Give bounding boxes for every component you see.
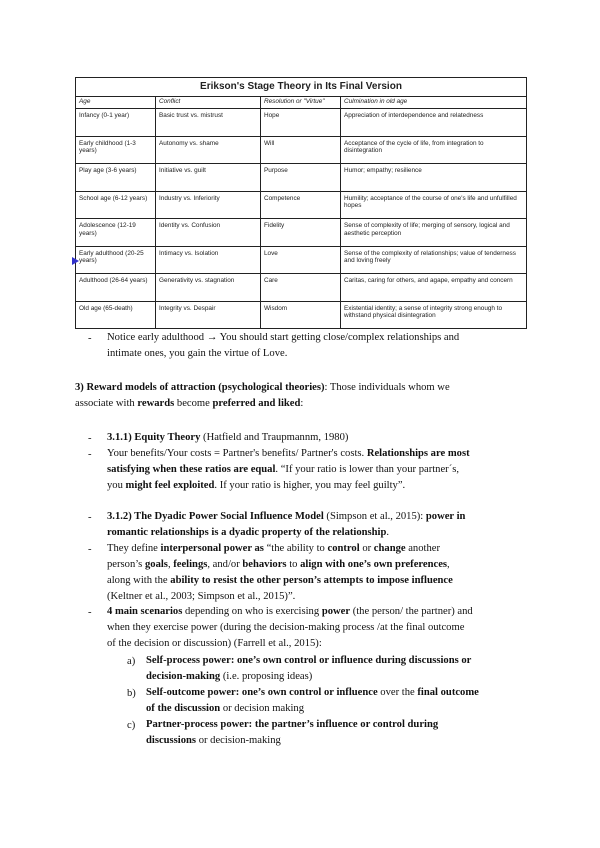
text: along with the — [107, 575, 171, 586]
text: or decision making — [220, 703, 305, 714]
cell-conflict: Identity vs. Confusion — [156, 219, 261, 246]
scenarios-intro-3: of the decision or discussion) (Farrell et al., 2015): — [107, 638, 322, 649]
list-label-a: a) — [127, 656, 136, 667]
power-def-line-3 — [107, 573, 453, 590]
text-bold: final outcome — [417, 687, 479, 698]
dyadic-title: 3.1.2) The Dyadic Power Social Influence Model — [107, 511, 324, 522]
power-def-line-1 — [107, 541, 440, 558]
text: you — [107, 480, 126, 491]
equity-line-3 — [107, 478, 405, 495]
bullet-dash: - — [88, 449, 92, 460]
text-bold: Self-process power: one’s own control or influence during discussions or — [146, 655, 472, 666]
cell-culmination: Humility; acceptance of the course of one's life and unfulfilled hopes — [344, 194, 517, 210]
text-bold: goals — [144, 559, 168, 570]
text: “the ability to — [263, 543, 328, 554]
text-bold: Self-outcome power: one’s own control or influence — [146, 687, 378, 698]
text-bold: power in — [425, 511, 466, 522]
scenarios-intro-2: when they exercise power (during the decision-making process /at the final outcome — [107, 622, 465, 633]
text-bold: interpersonal power as — [160, 543, 264, 554]
cell-culmination: Caritas, caring for others, and agape, empathy and concern — [344, 277, 513, 284]
cell-culmination: Appreciation of interdependence and relatedness — [344, 112, 484, 119]
text-bold: control — [327, 543, 360, 554]
table-row — [76, 302, 526, 329]
cell-conflict: Initiative vs. guilt — [156, 164, 261, 191]
cell-culmination: Acceptance of the cycle of life, from integration to disintegration — [344, 139, 484, 155]
text: , and/or — [207, 559, 243, 570]
cell-culmination: Humor; empathy; resilience — [344, 167, 422, 174]
cell-age: Old age (65-death) — [76, 302, 156, 329]
dyadic-cite: (Simpson et al., 2015): — [323, 511, 426, 522]
text: (i.e. proposing ideas) — [220, 671, 313, 682]
cell-conflict: Autonomy vs. shame — [156, 137, 261, 164]
text-bold: might feel exploited — [125, 480, 215, 491]
cell-age: Infancy (0-1 year) — [76, 109, 156, 136]
cell-culmination: Existential identity; a sense of integrity strong enough to withstand physical disintegration — [344, 304, 503, 320]
cell-conflict: Basic trust vs. mistrust — [156, 109, 261, 136]
text-bold: preferred and liked — [212, 398, 301, 409]
cell-age: Play age (3-6 years) — [76, 164, 156, 191]
cell-virtue: Wisdom — [261, 302, 341, 329]
text: . If your ratio is higher, you may feel guilty”. — [214, 480, 406, 491]
header-virtue: Resolution or "Virtue" — [261, 97, 341, 108]
text-bold: of the discussion — [146, 703, 221, 714]
scenario-c-line-1 — [146, 717, 438, 734]
text: to — [286, 559, 301, 570]
text-bold: discussions — [146, 735, 197, 746]
text-bold: decision-making — [146, 671, 221, 682]
bullet-dash: - — [88, 544, 92, 555]
text-bold: power — [321, 606, 351, 617]
table-row — [76, 137, 526, 165]
cell-virtue: Will — [261, 137, 341, 164]
table-row — [76, 192, 526, 220]
text-bold: ability to resist the other person’s attempts to impose influence — [170, 575, 453, 586]
table-row — [76, 109, 526, 137]
equity-line-1 — [107, 446, 470, 463]
scenario-b-line-2 — [146, 701, 304, 718]
text: another — [405, 543, 440, 554]
section-heading-bold: 3) Reward models of attraction (psychological theories) — [75, 382, 325, 393]
section-line-2 — [75, 396, 303, 413]
bullet-dash: - — [88, 607, 92, 618]
scenario-b-line-1 — [146, 685, 479, 702]
bullet-dash: - — [88, 433, 92, 444]
text-bold: behaviors — [242, 559, 287, 570]
text: become — [174, 398, 213, 409]
cell-virtue: Purpose — [261, 164, 341, 191]
bullet-dash: - — [88, 333, 92, 344]
cell-conflict: Generativity vs. stagnation — [156, 274, 261, 301]
cell-virtue: Competence — [261, 192, 341, 219]
equity-cite: (Hatfield and Traupmannm, 1980) — [200, 432, 349, 443]
note-line-2: intimate ones, you gain the virtue of Love. — [107, 348, 288, 359]
text: associate with — [75, 398, 138, 409]
table-title: Erikson's Stage Theory in Its Final Version — [76, 78, 526, 97]
cell-virtue: Fidelity — [261, 219, 341, 246]
text: They define — [107, 543, 161, 554]
text: , — [447, 559, 450, 570]
cell-age: Adolescence (12-19 years) — [76, 219, 156, 246]
scenario-a-line-2 — [146, 669, 312, 686]
text: Your benefits/Your costs = Partner's benefits/ Partner's costs. — [107, 448, 367, 459]
cell-age: Early childhood (1-3 years) — [76, 137, 156, 164]
note-line-1: Notice early adulthood → You should start getting close/complex relationships and — [107, 332, 460, 343]
text-bold: rewards — [137, 398, 175, 409]
cell-virtue: Care — [261, 274, 341, 301]
table-row — [76, 219, 526, 247]
table-row — [76, 274, 526, 302]
cell-conflict: Integrity vs. Despair — [156, 302, 261, 329]
equity-title-line — [107, 430, 348, 447]
cell-virtue: Love — [261, 247, 341, 274]
cell-age: Early adulthood (20-25 years) — [76, 247, 156, 274]
list-label-b: b) — [127, 688, 136, 699]
cell-culmination: Sense of the complexity of relationships; value of tenderness and loving freely — [344, 249, 516, 265]
cell-age: Adulthood (26-64 years) — [76, 274, 156, 301]
table-row — [76, 247, 526, 275]
section-heading — [75, 380, 450, 397]
cell-culmination: Sense of complexity of life; merging of sensory, logical and aesthetic perception — [344, 222, 510, 237]
text-bold: align with one’s own preferences — [300, 559, 448, 570]
text: person’s — [107, 559, 145, 570]
header-culmination: Culmination in old age — [344, 98, 408, 105]
cell-age: School age (6-12 years) — [76, 192, 156, 219]
text-bold: change — [373, 543, 406, 554]
text: : — [300, 398, 304, 409]
scenario-c-line-2 — [146, 733, 281, 750]
text: . “If your ratio is lower than your partner´s, — [275, 464, 459, 475]
header-age: Age — [76, 97, 156, 108]
dyadic-line-2 — [107, 525, 389, 542]
text: . — [386, 527, 390, 538]
table-header-row — [76, 97, 526, 109]
scenario-a-line-1 — [146, 653, 471, 670]
text-bold: feelings — [173, 559, 208, 570]
cell-conflict: Intimacy vs. Isolation — [156, 247, 261, 274]
text-bold: 4 main scenarios — [107, 606, 183, 617]
text: or decision-making — [196, 735, 281, 746]
text: (the person/ the partner) and — [350, 606, 473, 617]
header-conflict: Conflict — [156, 97, 261, 108]
text: over the — [377, 687, 418, 698]
erikson-table — [75, 77, 527, 329]
cell-virtue: Hope — [261, 109, 341, 136]
bullet-dash: - — [88, 512, 92, 523]
text: or — [359, 543, 374, 554]
section-heading-rest: : Those individuals whom we — [324, 382, 450, 393]
text: depending on who is exercising — [182, 606, 322, 617]
equity-line-2 — [107, 462, 459, 479]
cell-conflict: Industry vs. Inferiority — [156, 192, 261, 219]
scenarios-intro-1 — [107, 604, 473, 621]
equity-title: 3.1.1) Equity Theory — [107, 432, 201, 443]
text-bold: romantic relationships is a dyadic property of the relationship — [107, 527, 387, 538]
power-def-line-2 — [107, 557, 450, 574]
text: , — [167, 559, 174, 570]
list-label-c: c) — [127, 720, 136, 731]
power-def-line-4: (Keltner et al., 2003; Simpson et al., 2015)”. — [107, 591, 296, 602]
text-bold: Partner-process power: the partner’s influence or control during — [146, 719, 439, 730]
dyadic-title-line — [107, 509, 465, 526]
text-bold: satisfying when these ratios are equal — [107, 464, 276, 475]
table-row — [76, 164, 526, 192]
row-marker-icon — [72, 257, 79, 265]
text-bold: Relationships are most — [366, 448, 470, 459]
